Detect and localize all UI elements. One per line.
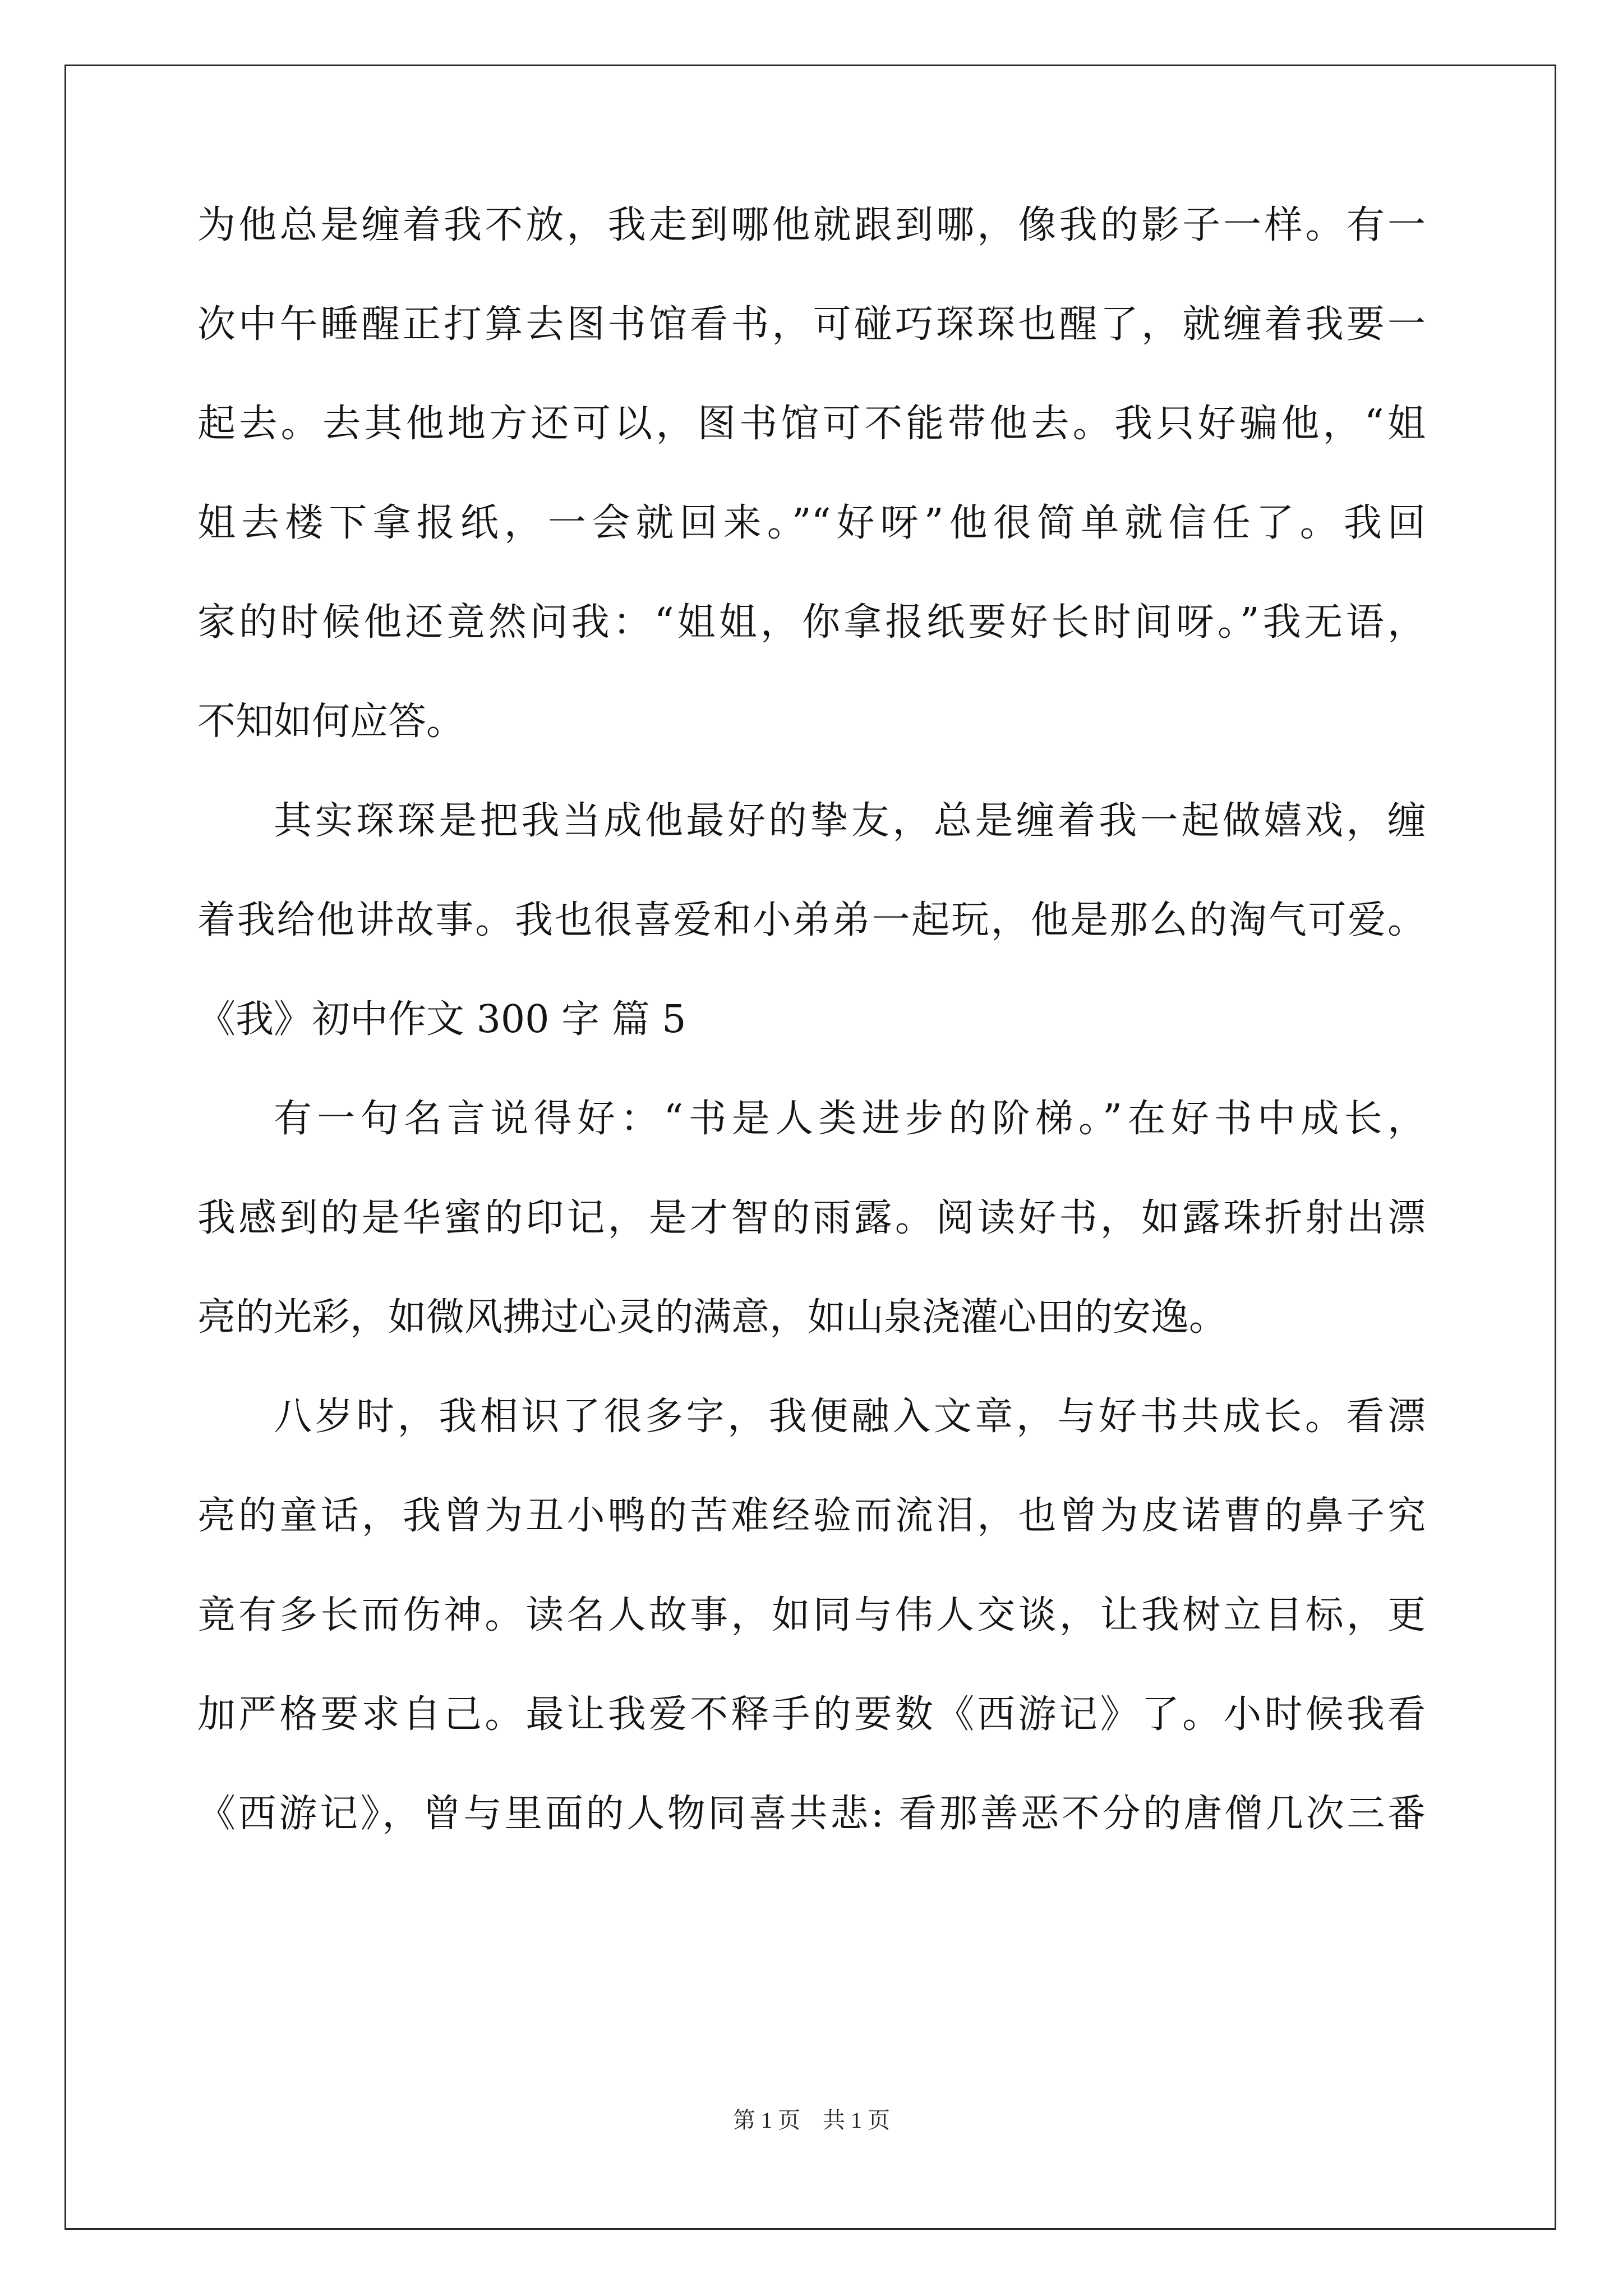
text-line: 姐去楼下拿报纸，一会就回来。”“好呀”他很简单就信任了。我回	[197, 501, 1426, 545]
text-line: 竟有多长而伤神。读名人故事，如同与伟人交谈，让我树立目标，更	[197, 1593, 1426, 1637]
page-number: 第 1 页	[733, 2108, 800, 2133]
text-line: 起去。去其他地方还可以，图书馆可不能带他去。我只好骗他，“姐	[197, 402, 1426, 446]
text-line: 亮的光彩，如微风拂过心灵的满意，如山泉浇灌心田的安逸。	[197, 1295, 1228, 1340]
text-line: 加严格要求自己。最让我爱不释手的要数《西游记》了。小时候我看	[197, 1692, 1426, 1737]
text-line: 有一句名言说得好：“书是人类进步的阶梯。”在好书中成长，	[274, 1097, 1426, 1141]
text-line: 其实琛琛是把我当成他最好的挚友，总是缠着我一起做嬉戏，缠	[274, 799, 1426, 843]
page-footer	[0, 2106, 1623, 2134]
section-heading: 《我》初中作文 300 字 篇 5	[197, 997, 686, 1042]
text-line: 八岁时，我相识了很多字，我便融入文章，与好书共成长。看漂	[274, 1395, 1426, 1439]
text-line: 《西游记》，曾与里面的人物同喜共悲: 看那善恶不分的唐僧几次三番	[197, 1792, 1426, 1836]
text-line: 家的时候他还竟然问我：“姐姐，你拿报纸要好长时间呀。”我无语，	[197, 600, 1426, 645]
page-total: 共 1 页	[823, 2108, 890, 2133]
text-line: 为他总是缠着我不放，我走到哪他就跟到哪，像我的影子一样。有一	[197, 203, 1426, 247]
text-line: 着我给他讲故事。我也很喜爱和小弟弟一起玩，他是那么的淘气可爱。	[197, 898, 1426, 942]
text-line: 次中午睡醒正打算去图书馆看书，可碰巧琛琛也醒了，就缠着我要一	[197, 302, 1426, 347]
text-line: 我感到的是华蜜的印记，是才智的雨露。阅读好书，如露珠折射出漂	[197, 1196, 1426, 1240]
text-line: 不知如何应答。	[197, 700, 465, 744]
text-line: 亮的童话，我曾为丑小鸭的苦难经验而流泪，也曾为皮诺曹的鼻子究	[197, 1494, 1426, 1538]
page-border	[64, 65, 1556, 2230]
